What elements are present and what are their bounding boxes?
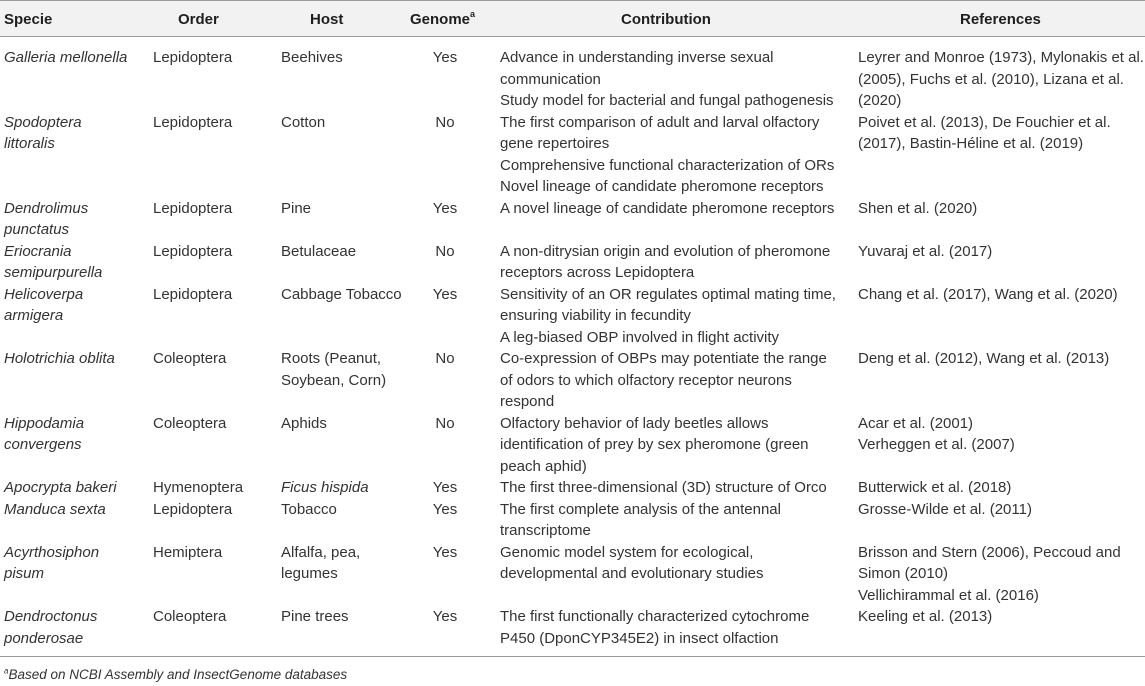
contribution-cell <box>500 241 845 284</box>
host-line: Cabbage Tobacco <box>281 285 402 303</box>
species-line: Acyrthosiphon <box>4 543 100 561</box>
host-cell <box>281 413 396 435</box>
contribution-cell <box>500 112 845 198</box>
contribution-line: peach aphid) <box>500 457 587 475</box>
species-cell <box>4 413 149 456</box>
host-cell <box>281 348 396 391</box>
references-line: Deng et al. (2012), Wang et al. (2013) <box>858 350 1110 367</box>
contribution-cell <box>500 47 845 112</box>
order-line: Coleoptera <box>153 414 227 432</box>
species-cell <box>4 198 149 241</box>
table-row <box>0 413 1145 478</box>
references-cell <box>858 477 1143 499</box>
host-cell <box>281 241 396 263</box>
contribution-line: Study model for bacterial and fungal pathogenesis <box>500 92 834 109</box>
footnote-marker: a <box>4 666 9 676</box>
contribution-line: Genomic model system for ecological, <box>500 543 754 561</box>
species-cell <box>4 47 149 69</box>
species-line: ponderosae <box>4 629 84 647</box>
species-cell <box>4 477 149 499</box>
table-row <box>0 542 1145 607</box>
contribution-line: identification of prey by sex pheromone (green <box>500 436 809 453</box>
host-line: Pine <box>281 199 312 217</box>
genome-line: Yes <box>432 49 458 66</box>
species-line: semipurpurella <box>4 264 103 281</box>
genome-cell <box>410 198 480 220</box>
order-cell <box>153 413 278 435</box>
genome-line: Yes <box>432 479 458 496</box>
header-genome-footnote-marker: a <box>470 9 476 19</box>
contribution-line: P450 (DponCYP345E2) in insect olfaction <box>500 629 779 647</box>
contribution-line: The first functionally characterized cytochrome <box>500 608 810 625</box>
contribution-line: Co-expression of OBPs may potentiate the range <box>500 350 827 367</box>
order-cell <box>153 198 278 220</box>
host-cell <box>281 47 396 69</box>
host-line: Cotton <box>281 113 326 131</box>
references-line: Brisson and Stern (2006), Peccoud and <box>858 543 1121 561</box>
species-line: Spodoptera <box>4 113 82 131</box>
table-footnote <box>4 664 347 686</box>
species-line: Dendrolimus <box>4 199 89 217</box>
order-cell <box>153 348 278 370</box>
species-line: punctatus <box>4 221 70 238</box>
genome-cell <box>410 112 480 134</box>
references-line: Grosse-Wilde et al. (2011) <box>858 500 1032 518</box>
references-cell <box>858 606 1143 628</box>
order-line: Lepidoptera <box>153 242 233 260</box>
header-genome-label: Genome <box>410 11 471 28</box>
references-line: (2005), Fuchs et al. (2010), Lizana et al. <box>858 70 1124 88</box>
references-line: Shen et al. (2020) <box>858 199 978 217</box>
table-row <box>0 477 1145 499</box>
host-line: Betulaceae <box>281 242 357 260</box>
header-contribution: Contribution <box>621 11 711 28</box>
host-line: Alfalfa, pea, <box>281 543 361 561</box>
contribution-line: The first complete analysis of the antennal <box>500 500 781 518</box>
species-cell <box>4 284 149 327</box>
contribution-line: The first three-dimensional (3D) structure of Orco <box>500 479 827 496</box>
species-line: pisum <box>4 565 45 582</box>
header-host: Host <box>310 11 344 28</box>
table-row <box>0 198 1145 241</box>
references-line: Acar et al. (2001) <box>858 414 974 432</box>
references-cell <box>858 198 1143 220</box>
order-line: Coleoptera <box>153 350 227 367</box>
table-row <box>0 47 1145 112</box>
order-line: Coleoptera <box>153 608 227 625</box>
species-cell <box>4 348 149 370</box>
order-cell <box>153 477 278 499</box>
order-line: Lepidoptera <box>153 285 233 303</box>
genome-cell <box>410 542 480 564</box>
header-references: References <box>960 11 1041 28</box>
references-cell <box>858 542 1143 607</box>
contribution-cell <box>500 477 845 499</box>
references-cell <box>858 47 1143 112</box>
host-line: Ficus hispida <box>281 479 369 496</box>
host-cell <box>281 198 396 220</box>
genome-cell <box>410 348 480 370</box>
header-order: Order <box>178 11 219 28</box>
order-line: Lepidoptera <box>153 199 233 217</box>
species-cell <box>4 112 149 155</box>
host-line: Soybean, Corn) <box>281 371 387 389</box>
contribution-cell <box>500 413 845 478</box>
table-row <box>0 606 1145 649</box>
order-line: Lepidoptera <box>153 49 233 66</box>
table-row <box>0 284 1145 349</box>
footnote-text: Based on NCBI Assembly and InsectGenome databases <box>8 667 348 682</box>
genome-line: Yes <box>432 543 458 561</box>
contribution-line: Comprehensive functional characterization of ORs <box>500 156 835 174</box>
host-line: Tobacco <box>281 500 337 518</box>
genome-line: Yes <box>432 285 458 303</box>
genome-line: Yes <box>432 199 458 217</box>
header-species: Specie <box>4 11 53 28</box>
contribution-line: developmental and evolutionary studies <box>500 565 764 582</box>
order-line: Lepidoptera <box>153 113 233 131</box>
genome-cell <box>410 477 480 499</box>
contribution-line: receptors across Lepidoptera <box>500 264 695 281</box>
contribution-line: Advance in understanding inverse sexual <box>500 49 774 66</box>
contribution-cell <box>500 606 845 649</box>
genome-cell <box>410 47 480 69</box>
contribution-line: Sensitivity of an OR regulates optimal mating time, <box>500 285 836 303</box>
contribution-line: Novel lineage of candidate pheromone receptors <box>500 178 824 195</box>
references-line: Butterwick et al. (2018) <box>858 479 1012 496</box>
references-cell <box>858 499 1143 521</box>
references-line: Simon (2010) <box>858 565 949 582</box>
species-line: Eriocrania <box>4 242 72 260</box>
references-line: Yuvaraj et al. (2017) <box>858 242 993 260</box>
species-line: littoralis <box>4 135 55 152</box>
table-body <box>0 47 1145 649</box>
host-line: Aphids <box>281 414 327 432</box>
contribution-cell <box>500 348 845 413</box>
species-line: Helicoverpa <box>4 285 84 303</box>
genome-cell <box>410 413 480 435</box>
host-line: Roots (Peanut, <box>281 350 382 367</box>
species-line: Holotrichia oblita <box>4 350 115 367</box>
contribution-line: communication <box>500 70 601 88</box>
order-cell <box>153 542 278 564</box>
genome-line: No <box>435 242 455 260</box>
contribution-line: gene repertoires <box>500 135 610 152</box>
references-line: Poivet et al. (2013), De Fouchier et al. <box>858 113 1111 131</box>
host-cell <box>281 112 396 134</box>
species-cell <box>4 606 149 649</box>
species-line: Manduca sexta <box>4 500 106 518</box>
table-row <box>0 241 1145 284</box>
genome-line: No <box>435 350 455 367</box>
order-cell <box>153 606 278 628</box>
order-line: Hemiptera <box>153 543 223 561</box>
species-line: Hippodamia <box>4 414 85 432</box>
species-line: Dendroctonus <box>4 608 98 625</box>
references-cell <box>858 241 1143 263</box>
contribution-cell <box>500 542 845 585</box>
host-line: Pine trees <box>281 608 349 625</box>
contribution-line: A novel lineage of candidate pheromone receptors <box>500 199 835 217</box>
order-cell <box>153 241 278 263</box>
table-row <box>0 499 1145 542</box>
contribution-line: Olfactory behavior of lady beetles allows <box>500 414 769 432</box>
genome-cell <box>410 284 480 306</box>
host-cell <box>281 606 396 628</box>
host-line: legumes <box>281 565 338 582</box>
host-cell <box>281 284 402 306</box>
contribution-cell <box>500 499 845 542</box>
references-line: Verheggen et al. (2007) <box>858 436 1015 453</box>
genome-line: No <box>435 113 455 131</box>
species-cell <box>4 542 149 585</box>
genome-line: Yes <box>432 608 458 625</box>
references-line: Leyrer and Monroe (1973), Mylonakis et al. <box>858 49 1144 66</box>
host-line: Beehives <box>281 49 343 66</box>
host-cell <box>281 477 396 499</box>
species-cell <box>4 499 149 521</box>
references-line: (2017), Bastin-Héline et al. (2019) <box>858 135 1084 152</box>
species-cell <box>4 241 149 284</box>
contribution-line: A non-ditrysian origin and evolution of pheromone <box>500 242 831 260</box>
contribution-line: transcriptome <box>500 522 591 539</box>
references-cell <box>858 112 1143 155</box>
species-line: Galleria mellonella <box>4 49 128 66</box>
contribution-line: of odors to which olfactory receptor neurons <box>500 371 792 389</box>
host-cell <box>281 499 396 521</box>
table-header <box>0 0 1145 37</box>
species-line: Apocrypta bakeri <box>4 479 117 496</box>
host-cell <box>281 542 396 585</box>
contribution-cell <box>500 198 845 220</box>
header-genome <box>410 9 475 31</box>
species-line: convergens <box>4 436 82 453</box>
references-line: Chang et al. (2017), Wang et al. (2020) <box>858 285 1118 303</box>
order-cell <box>153 499 278 521</box>
contribution-line: ensuring viability in fecundity <box>500 307 691 324</box>
references-cell <box>858 413 1143 456</box>
order-cell <box>153 284 278 306</box>
order-line: Lepidoptera <box>153 500 233 518</box>
table-row <box>0 112 1145 198</box>
references-cell <box>858 348 1143 370</box>
contribution-cell <box>500 284 845 349</box>
table-row <box>0 348 1145 413</box>
genome-line: No <box>435 414 455 432</box>
genome-cell <box>410 499 480 521</box>
genome-cell <box>410 606 480 628</box>
references-line: Keeling et al. (2013) <box>858 608 993 625</box>
order-line: Hymenoptera <box>153 479 244 496</box>
references-cell <box>858 284 1143 306</box>
order-cell <box>153 112 278 134</box>
order-cell <box>153 47 278 69</box>
genome-line: Yes <box>432 500 458 518</box>
references-line: (2020) <box>858 92 902 109</box>
contribution-line: A leg-biased OBP involved in flight activity <box>500 328 780 346</box>
contribution-line: The first comparison of adult and larval olfactory <box>500 113 820 131</box>
species-line: armigera <box>4 307 64 324</box>
genome-cell <box>410 241 480 263</box>
table-bottom-rule <box>0 656 1145 657</box>
references-line: Vellichirammal et al. (2016) <box>858 586 1039 604</box>
contribution-line: respond <box>500 393 555 410</box>
